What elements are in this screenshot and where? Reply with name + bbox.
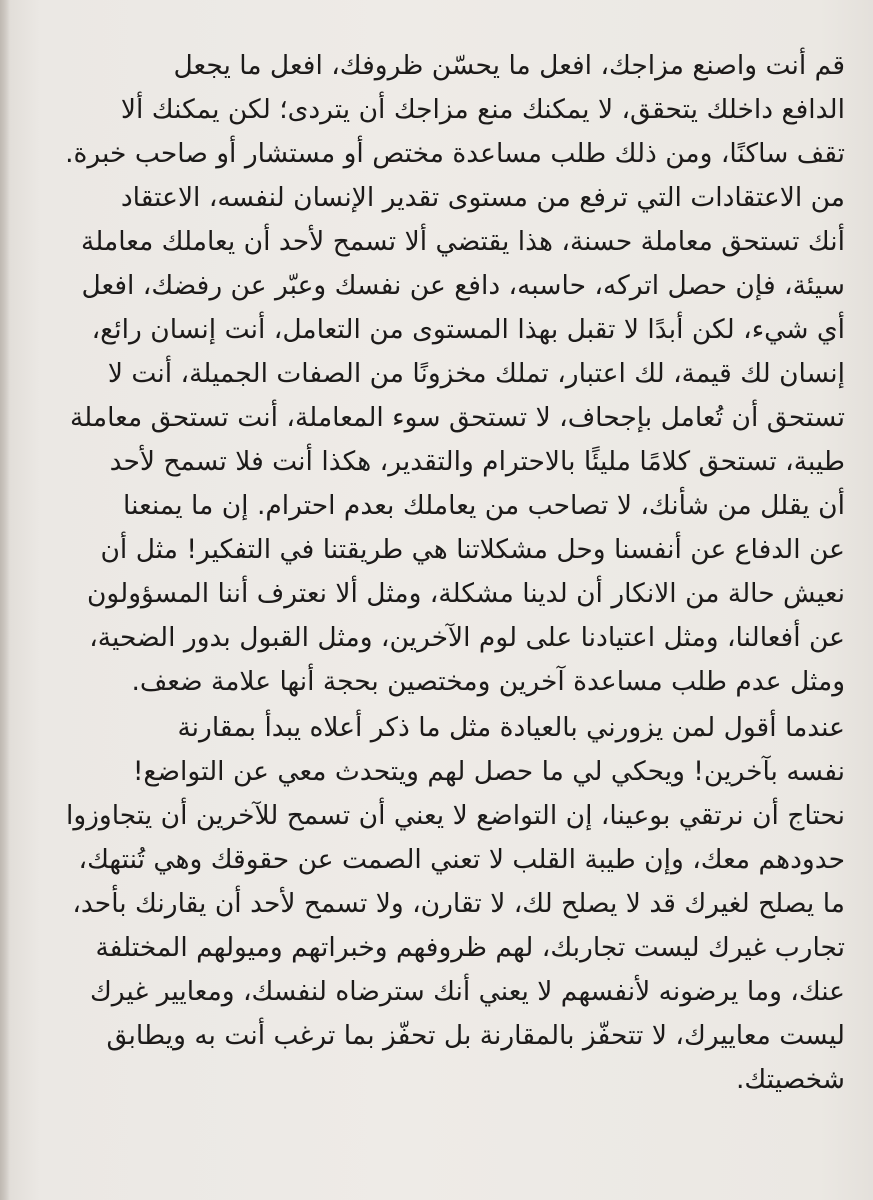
text-line: قم أنت واصنع مزاجك، افعل ما يحسّن ظروفك، افعل ما يجعل	[173, 50, 845, 81]
text-line: سيئة، فإن حصل اتركه، حاسبه، دافع عن نفسك وعبّر عن رفضك، افعل	[81, 270, 845, 301]
text-line: أي شيء، لكن أبدًا لا تقبل بهذا المستوى من التعامل، أنت إنسان رائع،	[91, 314, 845, 345]
text-line: من الاعتقادات التي ترفع من مستوى تقدير الإنسان لنفسه، الاعتقاد	[120, 182, 845, 213]
page-binding-shadow	[0, 0, 10, 1200]
text-line: نفسه بآخرين! ويحكي لي ما حصل لهم ويتحدث معي عن التواضع!	[132, 756, 845, 787]
text-line: تجارب غيرك ليست تجاربك، لهم ظروفهم وخبراتهم وميولهم المختلفة	[95, 932, 845, 963]
text-line: عن الدفاع عن أنفسنا وحل مشكلاتنا هي طريقتنا في التفكير! مثل أن	[100, 534, 845, 565]
text-line: عندما أقول لمن يزورني بالعيادة مثل ما ذكر أعلاه يبدأ بمقارنة	[177, 712, 845, 743]
text-line: ما يصلح لغيرك قد لا يصلح لك، لا تقارن، ولا تسمح لأحد أن يقارنك بأحد،	[72, 888, 845, 919]
text-line: الدافع داخلك يتحقق، لا يمكنك منع مزاجك أن يتردى؛ لكن يمكنك ألا	[120, 94, 845, 125]
text-line: تقف ساكنًا، ومن ذلك طلب مساعدة مختص أو مستشار أو صاحب خبرة.	[65, 138, 845, 169]
text-line: نحتاج أن نرتقي بوعينا، إن التواضع لا يعني أن تسمح للآخرين أن يتجاوزوا	[65, 800, 845, 831]
text-line: ومثل عدم طلب مساعدة آخرين ومختصين بحجة أنها علامة ضعف.	[131, 666, 845, 697]
text-line: أنك تستحق معاملة حسنة، هذا يقتضي ألا تسمح لأحد أن يعاملك معاملة	[81, 226, 845, 257]
text-line: ليست معاييرك، لا تتحفّز بالمقارنة بل تحفّز بما ترغب أنت به ويطابق	[106, 1020, 845, 1051]
text-line: إنسان لك قيمة، لك اعتبار، تملك مخزونًا من الصفات الجميلة، أنت لا	[107, 358, 845, 389]
text-line: تستحق أن تُعامل بإجحاف، لا تستحق سوء المعاملة، أنت تستحق معاملة	[69, 402, 845, 433]
text-line: عن أفعالنا، ومثل اعتيادنا على لوم الآخرين، ومثل القبول بدور الضحية،	[89, 622, 845, 653]
text-line: عنك، وما يرضونه لأنفسهم لا يعني أنك سترضاه لنفسك، ومعايير غيرك	[89, 976, 845, 1007]
paragraph-1	[55, 44, 845, 704]
text-line: حدودهم معك، وإن طيبة القلب لا تعني الصمت عن حقوقك وهي تُنتهك،	[78, 844, 845, 875]
text-line: أن يقلل من شأنك، لا تصاحب من يعاملك بعدم احترام. إن ما يمنعنا	[123, 490, 845, 521]
text-line: نعيش حالة من الانكار أن لدينا مشكلة، ومثل ألا نعترف أننا المسؤولون	[86, 578, 845, 609]
paragraph-2	[55, 706, 845, 1102]
text-line: شخصيتك.	[735, 1064, 845, 1095]
text-line: طيبة، تستحق كلامًا مليئًا بالاحترام والتقدير، هكذا أنت فلا تسمح لأحد	[109, 446, 845, 477]
